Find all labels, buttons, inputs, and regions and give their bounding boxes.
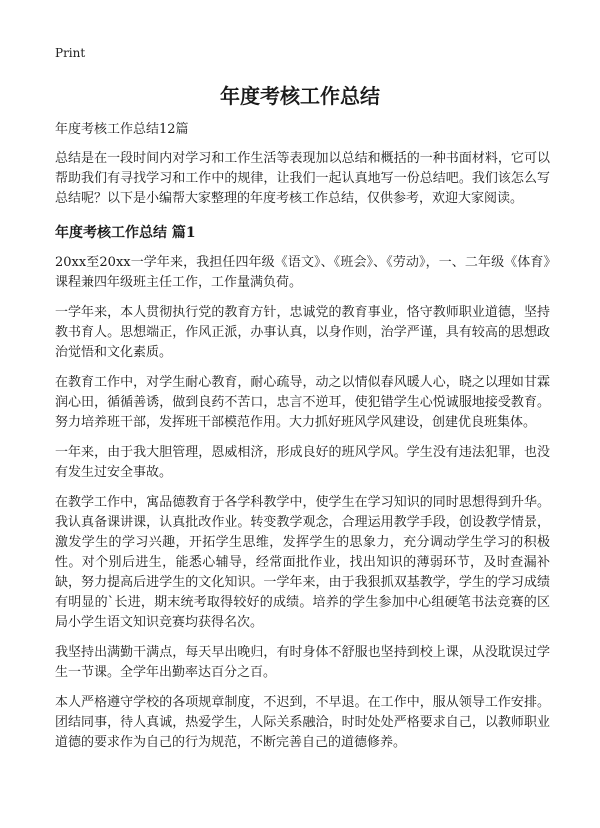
- document-body: [55, 120, 550, 763]
- body-paragraph: 我坚持出满勤干满点，每天早出晚归，有时身体不舒服也坚持到校上课，从没耽误过学生一节课。全学年出勤率达百分之百。: [55, 645, 550, 680]
- body-paragraph: 本人严格遵守学校的各项规章制度，不迟到，不早退。在工作中，服从领导工作安排。团结同事，待人真诚，热爱学生，人际关系融洽，时时处处严格要求自己，以教师职业道德的要求作为自己的行为规范，不断完善自己的道德修养。: [55, 695, 550, 750]
- print-link[interactable]: Print: [55, 46, 86, 60]
- document-subtitle: 年度考核工作总结12篇: [55, 122, 189, 137]
- section-heading: 年度考核工作总结 篇1: [55, 225, 196, 241]
- body-paragraph: 20xx至20xx一学年来，我担任四年级《语文》、《班会》、《劳动》，一、二年级《体育》课程兼四年级班主任工作，工作量满负荷。: [55, 255, 550, 290]
- body-paragraph: 一学年来，本人贯彻执行党的教育方针，忠诚党的教育事业，恪守教师职业道德，坚持教书育人。思想端正，作风正派，办事认真，以身作则，治学严谨，具有较高的思想政治觉悟和文化素质。: [55, 305, 550, 360]
- body-paragraph: 一年来，由于我大胆管理，恩威相济，形成良好的班风学风。学生没有违法犯罪，也没有发生过安全事故。: [55, 445, 550, 480]
- document-title: 年度考核工作总结: [220, 84, 380, 108]
- body-paragraph: 在教育工作中，对学生耐心教育，耐心疏导，动之以情似春风暖人心，晓之以理如甘霖润心田，循循善诱，做到良药不苦口，忠言不逆耳，使犯错学生心悦诚服地接受教育。努力培养班干部，发挥班干部模范作用。大力抓好班风学风建设，创建优良班集体。: [55, 375, 550, 430]
- body-paragraph: 在教学工作中，寓品德教育于各学科教学中，使学生在学习知识的同时思想得到升华。我认真备课讲课，认真批改作业。转变教学观念，合理运用教学手段，创设教学情景，激发学生的学习兴趣，开拓学生思维，发挥学生的思象力，充分调动学生学习的积极性。对个别后进生，能悉心辅导，经常面批作业，找出知识的薄弱环节，及时查漏补缺，努力提高后进学生的文化知识。一学年来，由于我狠抓双基教学，学生的学习成绩有明显的`长进，期末统考取得较好的成绩。培养的学生参加中心组硬笔书法竞赛的区局小学生语文知识竞赛均获得名次。: [55, 495, 550, 630]
- intro-paragraph: 总结是在一段时间内对学习和工作生活等表现加以总结和概括的一种书面材料，它可以帮助我们有寻找学习和工作中的规律，让我们一起认真地写一份总结吧。我们该怎么写总结呢？以下是小编帮大家整理的年度考核工作总结，仅供参考，欢迎大家阅读。: [55, 151, 550, 206]
